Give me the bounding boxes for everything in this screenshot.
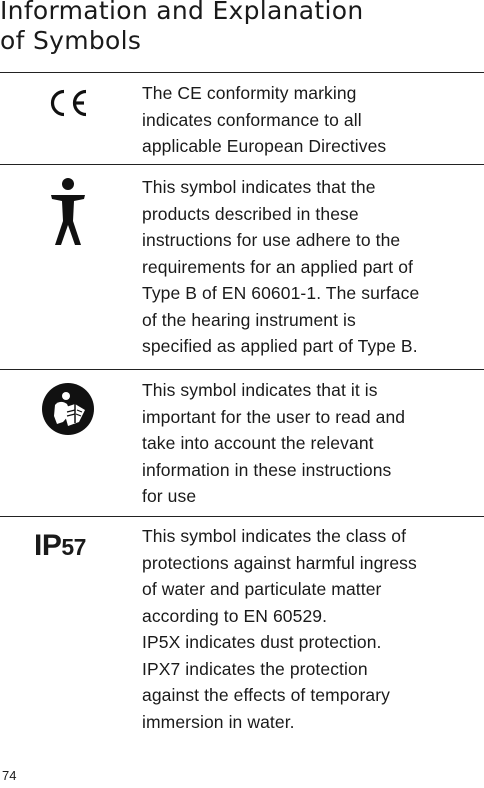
read-instructions-icon [41,382,95,436]
divider [0,164,484,165]
divider [0,72,484,73]
ce-marking-description: The CE conformity marking indicates conformance to all applicable European Directives [142,83,387,156]
divider [0,369,484,370]
type-b-description: This symbol indicates that the products described in these instructions for use adhere to the requirements for an applied part of Type B of EN 60601-1. The surface of the hearing instrument is specified as applied part of Type B. [142,177,420,356]
ce-marking-icon [46,88,90,118]
page-title: Information and Explanation of Symbols [0,0,364,55]
read-instructions-description: This symbol indicates that it is important for the user to read and take into account the relevant information in these instructions for use [142,380,406,506]
ip57-description: This symbol indicates the class of protections against harmful ingress of water and particulate matter according to EN 60529. IP5X indicates dust protection. IPX7 indicates the protection against the effects of temporary immersion in water. [142,526,417,732]
type-b-applied-part-icon [48,177,88,247]
page-number: 74 [2,768,17,783]
ip57-rating-icon: IP57 [34,529,86,562]
divider [0,516,484,517]
